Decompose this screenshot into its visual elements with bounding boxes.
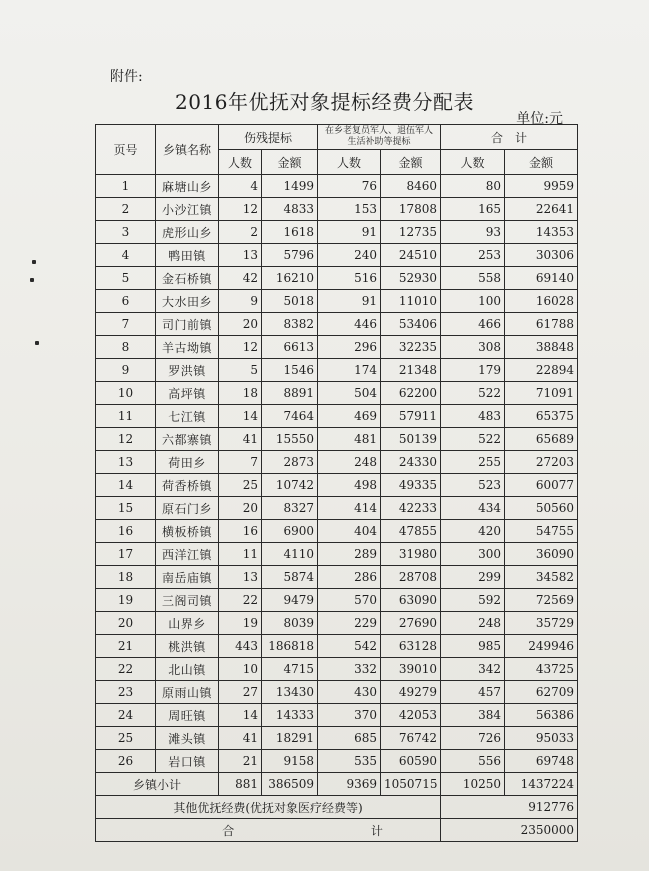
- row-town-name: 罗洪镇: [156, 359, 219, 382]
- row-total-count: 308: [441, 336, 505, 359]
- row-disabled-amount: 5796: [262, 244, 318, 267]
- row-total-amount: 36090: [505, 543, 578, 566]
- table-row: [96, 175, 578, 198]
- subtotal-veterans-amount: 1050715: [381, 773, 441, 796]
- row-veterans-amount: 50139: [381, 428, 441, 451]
- row-page-no: 20: [96, 612, 156, 635]
- row-disabled-amount: 8382: [262, 313, 318, 336]
- subtotal-disabled-count: 881: [219, 773, 262, 796]
- row-veterans-amount: 53406: [381, 313, 441, 336]
- row-veterans-amount: 8460: [381, 175, 441, 198]
- row-disabled-amount: 186818: [262, 635, 318, 658]
- row-total-count: 558: [441, 267, 505, 290]
- row-total-count: 93: [441, 221, 505, 244]
- table-row: [96, 635, 578, 658]
- other-funds-label: 其他优抚经费(优抚对象医疗经费等): [96, 796, 441, 819]
- row-total-count: 466: [441, 313, 505, 336]
- header-town-name: 乡镇名称: [156, 125, 219, 175]
- row-page-no: 26: [96, 750, 156, 773]
- row-veterans-count: 370: [318, 704, 381, 727]
- row-veterans-amount: 49279: [381, 681, 441, 704]
- row-page-no: 3: [96, 221, 156, 244]
- row-veterans-amount: 32235: [381, 336, 441, 359]
- subtotal-total-count: 10250: [441, 773, 505, 796]
- row-veterans-amount: 49335: [381, 474, 441, 497]
- row-disabled-count: 19: [219, 612, 262, 635]
- row-town-name: 司门前镇: [156, 313, 219, 336]
- row-veterans-count: 91: [318, 290, 381, 313]
- row-disabled-count: 12: [219, 198, 262, 221]
- row-disabled-count: 7: [219, 451, 262, 474]
- row-disabled-count: 14: [219, 405, 262, 428]
- row-disabled-count: 4: [219, 175, 262, 198]
- row-total-count: 179: [441, 359, 505, 382]
- table-row: [96, 589, 578, 612]
- row-veterans-amount: 31980: [381, 543, 441, 566]
- row-town-name: 西洋江镇: [156, 543, 219, 566]
- row-town-name: 荷田乡: [156, 451, 219, 474]
- row-disabled-count: 16: [219, 520, 262, 543]
- row-veterans-count: 286: [318, 566, 381, 589]
- row-veterans-count: 229: [318, 612, 381, 635]
- row-veterans-count: 570: [318, 589, 381, 612]
- row-veterans-amount: 42053: [381, 704, 441, 727]
- row-town-name: 原雨山镇: [156, 681, 219, 704]
- row-disabled-amount: 13430: [262, 681, 318, 704]
- row-veterans-amount: 63090: [381, 589, 441, 612]
- row-total-amount: 38848: [505, 336, 578, 359]
- row-page-no: 21: [96, 635, 156, 658]
- row-veterans-count: 498: [318, 474, 381, 497]
- row-page-no: 10: [96, 382, 156, 405]
- row-total-count: 726: [441, 727, 505, 750]
- subtotal-veterans-count: 9369: [318, 773, 381, 796]
- row-disabled-amount: 2873: [262, 451, 318, 474]
- table-row: [96, 428, 578, 451]
- table-row: [96, 244, 578, 267]
- row-total-amount: 69748: [505, 750, 578, 773]
- row-veterans-amount: 76742: [381, 727, 441, 750]
- row-veterans-amount: 42233: [381, 497, 441, 520]
- subtotal-label: 乡镇小计: [96, 773, 219, 796]
- table-row: [96, 221, 578, 244]
- row-veterans-amount: 60590: [381, 750, 441, 773]
- row-town-name: 横板桥镇: [156, 520, 219, 543]
- row-page-no: 14: [96, 474, 156, 497]
- row-total-amount: 61788: [505, 313, 578, 336]
- row-total-amount: 34582: [505, 566, 578, 589]
- row-total-amount: 71091: [505, 382, 578, 405]
- row-page-no: 25: [96, 727, 156, 750]
- row-page-no: 23: [96, 681, 156, 704]
- header-total: 合 计: [441, 125, 578, 150]
- row-page-no: 9: [96, 359, 156, 382]
- header-amount: 金额: [505, 150, 578, 175]
- row-page-no: 8: [96, 336, 156, 359]
- row-veterans-count: 504: [318, 382, 381, 405]
- row-total-amount: 50560: [505, 497, 578, 520]
- row-town-name: 荷香桥镇: [156, 474, 219, 497]
- row-total-count: 434: [441, 497, 505, 520]
- row-page-no: 17: [96, 543, 156, 566]
- row-town-name: 金石桥镇: [156, 267, 219, 290]
- row-disabled-count: 20: [219, 313, 262, 336]
- row-veterans-count: 469: [318, 405, 381, 428]
- table-row: [96, 290, 578, 313]
- row-total-amount: 16028: [505, 290, 578, 313]
- header-veterans: 在乡老复员军人、退伍军人生活补助等提标: [318, 125, 441, 150]
- header-page-no: 页号: [96, 125, 156, 175]
- row-veterans-count: 404: [318, 520, 381, 543]
- row-total-amount: 249946: [505, 635, 578, 658]
- row-total-count: 384: [441, 704, 505, 727]
- table-row: [96, 704, 578, 727]
- row-total-amount: 22641: [505, 198, 578, 221]
- row-total-count: 523: [441, 474, 505, 497]
- row-total-count: 342: [441, 658, 505, 681]
- table-row: [96, 681, 578, 704]
- row-total-amount: 54755: [505, 520, 578, 543]
- row-total-count: 420: [441, 520, 505, 543]
- page-title: 2016年优抚对象提标经费分配表: [175, 90, 474, 114]
- row-town-name: 南岳庙镇: [156, 566, 219, 589]
- row-town-name: 高坪镇: [156, 382, 219, 405]
- header-count: 人数: [318, 150, 381, 175]
- row-disabled-amount: 6613: [262, 336, 318, 359]
- table-row: [96, 405, 578, 428]
- other-funds-amount: 912776: [441, 796, 578, 819]
- row-disabled-amount: 1618: [262, 221, 318, 244]
- subtotal-row: [96, 773, 578, 796]
- row-page-no: 1: [96, 175, 156, 198]
- row-total-amount: 27203: [505, 451, 578, 474]
- header-amount: 金额: [381, 150, 441, 175]
- row-town-name: 滩头镇: [156, 727, 219, 750]
- subtotal-disabled-amount: 386509: [262, 773, 318, 796]
- row-total-count: 457: [441, 681, 505, 704]
- row-disabled-count: 20: [219, 497, 262, 520]
- row-disabled-count: 41: [219, 727, 262, 750]
- row-disabled-amount: 4110: [262, 543, 318, 566]
- row-veterans-count: 414: [318, 497, 381, 520]
- row-disabled-amount: 7464: [262, 405, 318, 428]
- row-veterans-amount: 47855: [381, 520, 441, 543]
- row-disabled-count: 27: [219, 681, 262, 704]
- row-disabled-amount: 1546: [262, 359, 318, 382]
- row-veterans-amount: 12735: [381, 221, 441, 244]
- table-row: [96, 474, 578, 497]
- row-disabled-count: 2: [219, 221, 262, 244]
- row-page-no: 19: [96, 589, 156, 612]
- row-total-amount: 56386: [505, 704, 578, 727]
- row-veterans-count: 289: [318, 543, 381, 566]
- row-page-no: 13: [96, 451, 156, 474]
- row-veterans-count: 516: [318, 267, 381, 290]
- row-town-name: 鸭田镇: [156, 244, 219, 267]
- row-town-name: 山界乡: [156, 612, 219, 635]
- table-row: [96, 727, 578, 750]
- row-town-name: 小沙江镇: [156, 198, 219, 221]
- row-disabled-amount: 9479: [262, 589, 318, 612]
- table-row: [96, 566, 578, 589]
- row-total-count: 255: [441, 451, 505, 474]
- row-veterans-count: 76: [318, 175, 381, 198]
- row-disabled-count: 13: [219, 566, 262, 589]
- row-total-amount: 72569: [505, 589, 578, 612]
- grand-total-label-left: 合: [222, 823, 235, 838]
- row-veterans-amount: 63128: [381, 635, 441, 658]
- row-disabled-amount: 10742: [262, 474, 318, 497]
- row-town-name: 羊古坳镇: [156, 336, 219, 359]
- row-town-name: 原石门乡: [156, 497, 219, 520]
- row-veterans-amount: 62200: [381, 382, 441, 405]
- row-page-no: 15: [96, 497, 156, 520]
- row-veterans-count: 535: [318, 750, 381, 773]
- attachment-label: 附件:: [110, 69, 143, 85]
- row-veterans-count: 685: [318, 727, 381, 750]
- row-page-no: 5: [96, 267, 156, 290]
- allocation-table: [95, 124, 578, 842]
- row-total-amount: 95033: [505, 727, 578, 750]
- row-total-amount: 22894: [505, 359, 578, 382]
- subtotal-total-amount: 1437224: [505, 773, 578, 796]
- row-page-no: 7: [96, 313, 156, 336]
- table-row: [96, 382, 578, 405]
- binding-mark: [30, 278, 34, 282]
- row-veterans-count: 430: [318, 681, 381, 704]
- row-total-count: 165: [441, 198, 505, 221]
- row-veterans-amount: 27690: [381, 612, 441, 635]
- row-disabled-amount: 14333: [262, 704, 318, 727]
- row-veterans-count: 240: [318, 244, 381, 267]
- row-town-name: 大水田乡: [156, 290, 219, 313]
- row-disabled-count: 9: [219, 290, 262, 313]
- row-page-no: 2: [96, 198, 156, 221]
- row-page-no: 16: [96, 520, 156, 543]
- row-veterans-count: 296: [318, 336, 381, 359]
- row-veterans-count: 542: [318, 635, 381, 658]
- row-disabled-count: 10: [219, 658, 262, 681]
- row-disabled-count: 14: [219, 704, 262, 727]
- row-disabled-amount: 9158: [262, 750, 318, 773]
- row-disabled-amount: 15550: [262, 428, 318, 451]
- row-disabled-amount: 4833: [262, 198, 318, 221]
- row-town-name: 桃洪镇: [156, 635, 219, 658]
- row-disabled-count: 5: [219, 359, 262, 382]
- table-row: [96, 543, 578, 566]
- header-amount: 金额: [262, 150, 318, 175]
- row-town-name: 三阁司镇: [156, 589, 219, 612]
- row-disabled-amount: 6900: [262, 520, 318, 543]
- row-town-name: 岩口镇: [156, 750, 219, 773]
- row-veterans-amount: 24510: [381, 244, 441, 267]
- row-town-name: 虎形山乡: [156, 221, 219, 244]
- row-total-count: 80: [441, 175, 505, 198]
- row-total-count: 300: [441, 543, 505, 566]
- table-row: [96, 313, 578, 336]
- header-row-1: [96, 125, 578, 150]
- row-total-count: 592: [441, 589, 505, 612]
- row-veterans-count: 153: [318, 198, 381, 221]
- row-total-count: 483: [441, 405, 505, 428]
- unit-label: 单位:元: [516, 111, 563, 127]
- row-veterans-count: 332: [318, 658, 381, 681]
- row-veterans-amount: 21348: [381, 359, 441, 382]
- row-disabled-count: 41: [219, 428, 262, 451]
- grand-total-amount: 2350000: [441, 819, 578, 842]
- row-disabled-amount: 8891: [262, 382, 318, 405]
- table-row: [96, 520, 578, 543]
- row-total-amount: 69140: [505, 267, 578, 290]
- row-disabled-count: 25: [219, 474, 262, 497]
- row-town-name: 七江镇: [156, 405, 219, 428]
- row-total-amount: 60077: [505, 474, 578, 497]
- grand-total-row: [96, 819, 578, 842]
- row-total-count: 522: [441, 428, 505, 451]
- row-veterans-amount: 28708: [381, 566, 441, 589]
- row-disabled-count: 12: [219, 336, 262, 359]
- row-total-amount: 14353: [505, 221, 578, 244]
- row-page-no: 22: [96, 658, 156, 681]
- row-page-no: 12: [96, 428, 156, 451]
- row-disabled-amount: 1499: [262, 175, 318, 198]
- row-veterans-amount: 11010: [381, 290, 441, 313]
- row-total-amount: 9959: [505, 175, 578, 198]
- table-row: [96, 612, 578, 635]
- row-disabled-amount: 5018: [262, 290, 318, 313]
- row-town-name: 周旺镇: [156, 704, 219, 727]
- row-total-count: 299: [441, 566, 505, 589]
- table-row: [96, 658, 578, 681]
- row-disabled-count: 21: [219, 750, 262, 773]
- row-total-count: 556: [441, 750, 505, 773]
- row-disabled-amount: 8039: [262, 612, 318, 635]
- row-veterans-count: 248: [318, 451, 381, 474]
- row-total-amount: 65375: [505, 405, 578, 428]
- row-town-name: 北山镇: [156, 658, 219, 681]
- header-disabled: 伤残提标: [219, 125, 318, 150]
- row-total-count: 253: [441, 244, 505, 267]
- row-veterans-count: 174: [318, 359, 381, 382]
- row-total-amount: 65689: [505, 428, 578, 451]
- row-disabled-count: 11: [219, 543, 262, 566]
- table-body: [96, 175, 578, 773]
- row-total-count: 100: [441, 290, 505, 313]
- binding-mark: [32, 260, 36, 264]
- table-row: [96, 451, 578, 474]
- table-row: [96, 267, 578, 290]
- row-total-amount: 30306: [505, 244, 578, 267]
- table-row: [96, 198, 578, 221]
- row-disabled-count: 42: [219, 267, 262, 290]
- row-veterans-count: 481: [318, 428, 381, 451]
- row-page-no: 18: [96, 566, 156, 589]
- binding-mark: [35, 341, 39, 345]
- row-veterans-amount: 57911: [381, 405, 441, 428]
- row-page-no: 11: [96, 405, 156, 428]
- header-count: 人数: [219, 150, 262, 175]
- row-total-amount: 43725: [505, 658, 578, 681]
- row-disabled-count: 18: [219, 382, 262, 405]
- row-veterans-amount: 24330: [381, 451, 441, 474]
- row-disabled-count: 13: [219, 244, 262, 267]
- row-disabled-count: 22: [219, 589, 262, 612]
- row-veterans-amount: 52930: [381, 267, 441, 290]
- row-total-count: 522: [441, 382, 505, 405]
- row-page-no: 4: [96, 244, 156, 267]
- row-total-count: 248: [441, 612, 505, 635]
- grand-total-label-right: 计: [370, 823, 383, 838]
- header-count: 人数: [441, 150, 505, 175]
- row-veterans-amount: 17808: [381, 198, 441, 221]
- row-veterans-count: 91: [318, 221, 381, 244]
- row-page-no: 6: [96, 290, 156, 313]
- grand-total-label-cell: [96, 819, 441, 842]
- row-disabled-amount: 18291: [262, 727, 318, 750]
- row-disabled-amount: 5874: [262, 566, 318, 589]
- table-row: [96, 497, 578, 520]
- row-total-amount: 62709: [505, 681, 578, 704]
- row-total-amount: 35729: [505, 612, 578, 635]
- table-row: [96, 336, 578, 359]
- table-row: [96, 359, 578, 382]
- row-veterans-amount: 39010: [381, 658, 441, 681]
- row-town-name: 麻塘山乡: [156, 175, 219, 198]
- row-disabled-amount: 4715: [262, 658, 318, 681]
- row-veterans-count: 446: [318, 313, 381, 336]
- row-disabled-count: 443: [219, 635, 262, 658]
- row-total-count: 985: [441, 635, 505, 658]
- other-funds-row: [96, 796, 578, 819]
- row-disabled-amount: 16210: [262, 267, 318, 290]
- row-page-no: 24: [96, 704, 156, 727]
- row-town-name: 六都寨镇: [156, 428, 219, 451]
- row-disabled-amount: 8327: [262, 497, 318, 520]
- table-row: [96, 750, 578, 773]
